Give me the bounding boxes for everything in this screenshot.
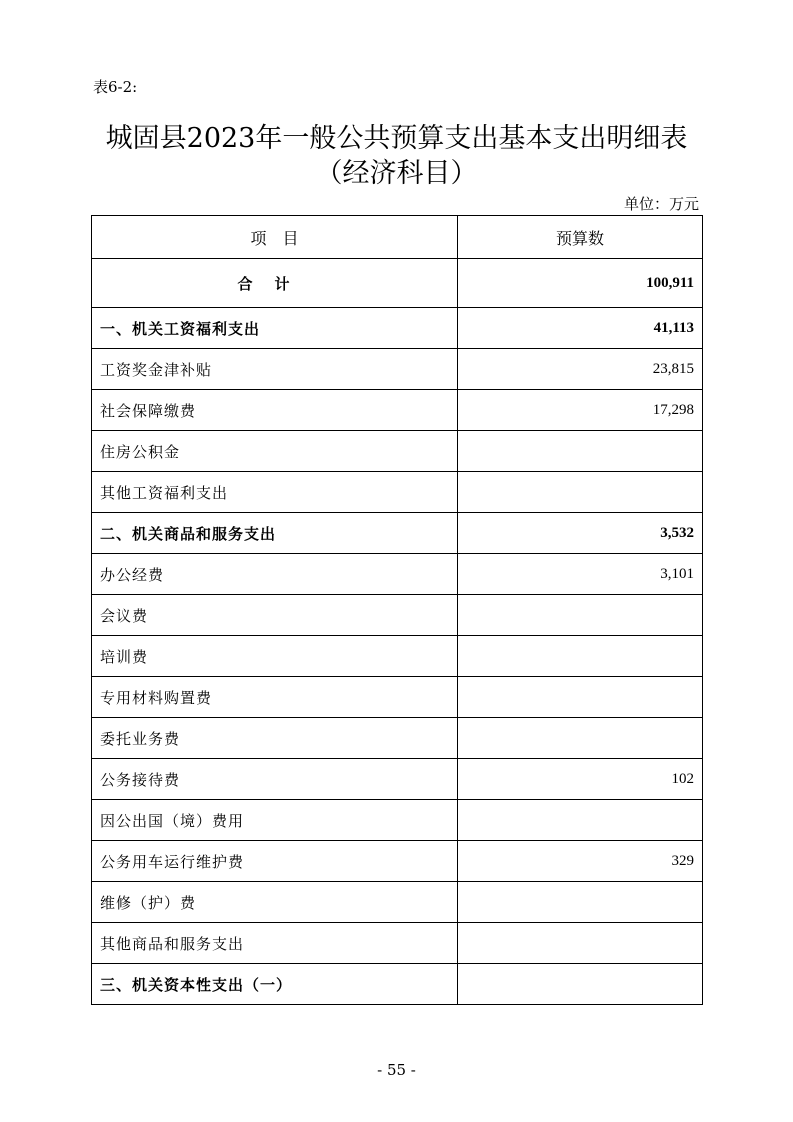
row-amount	[458, 677, 703, 718]
row-item: 二、机关商品和服务支出	[92, 513, 458, 554]
table-body	[92, 259, 703, 1005]
header-item: 项 目	[92, 216, 458, 259]
row-item: 会议费	[92, 595, 458, 636]
row-item: 工资奖金津补贴	[92, 349, 458, 390]
row-amount: 3,532	[458, 513, 703, 554]
table-row	[92, 923, 703, 964]
row-item: 委托业务费	[92, 718, 458, 759]
row-item: 合计	[92, 259, 458, 308]
row-amount: 102	[458, 759, 703, 800]
table-row	[92, 390, 703, 431]
table-row	[92, 636, 703, 677]
table-row	[92, 472, 703, 513]
row-amount	[458, 800, 703, 841]
row-amount	[458, 472, 703, 513]
row-item: 办公经费	[92, 554, 458, 595]
table-row	[92, 349, 703, 390]
row-item: 其他工资福利支出	[92, 472, 458, 513]
table-row	[92, 882, 703, 923]
row-item: 维修（护）费	[92, 882, 458, 923]
row-item: 住房公积金	[92, 431, 458, 472]
row-amount: 100,911	[458, 259, 703, 308]
row-amount: 41,113	[458, 308, 703, 349]
table-row	[92, 554, 703, 595]
row-item: 专用材料购置费	[92, 677, 458, 718]
row-item: 公务接待费	[92, 759, 458, 800]
row-item: 因公出国（境）费用	[92, 800, 458, 841]
table-row	[92, 759, 703, 800]
row-amount	[458, 718, 703, 759]
row-amount	[458, 882, 703, 923]
table-row	[92, 259, 703, 308]
table-row	[92, 677, 703, 718]
row-amount	[458, 595, 703, 636]
table-label: 表6-2:	[93, 78, 138, 96]
table-row	[92, 595, 703, 636]
row-item: 其他商品和服务支出	[92, 923, 458, 964]
row-amount: 23,815	[458, 349, 703, 390]
budget-table	[91, 215, 703, 1005]
row-amount	[458, 636, 703, 677]
unit-label: 单位：万元	[623, 195, 699, 213]
row-item: 一、机关工资福利支出	[92, 308, 458, 349]
table-row	[92, 308, 703, 349]
row-amount: 3,101	[458, 554, 703, 595]
row-amount	[458, 964, 703, 1005]
table-row	[92, 431, 703, 472]
row-item: 三、机关资本性支出（一）	[92, 964, 458, 1005]
header-amount: 预算数	[458, 216, 703, 259]
row-amount: 329	[458, 841, 703, 882]
page-subtitle: （经济科目）	[315, 158, 478, 189]
row-amount	[458, 431, 703, 472]
row-item: 公务用车运行维护费	[92, 841, 458, 882]
row-amount: 17,298	[458, 390, 703, 431]
table-row	[92, 964, 703, 1005]
page-number: - 55 -	[377, 1061, 416, 1079]
table-row	[92, 513, 703, 554]
table-header-row	[92, 216, 703, 259]
page-title: 城固县2023年一般公共预算支出基本支出明细表	[105, 123, 688, 154]
table-row	[92, 800, 703, 841]
table-row	[92, 841, 703, 882]
table-row	[92, 718, 703, 759]
row-amount	[458, 923, 703, 964]
row-item: 社会保障缴费	[92, 390, 458, 431]
row-item: 培训费	[92, 636, 458, 677]
